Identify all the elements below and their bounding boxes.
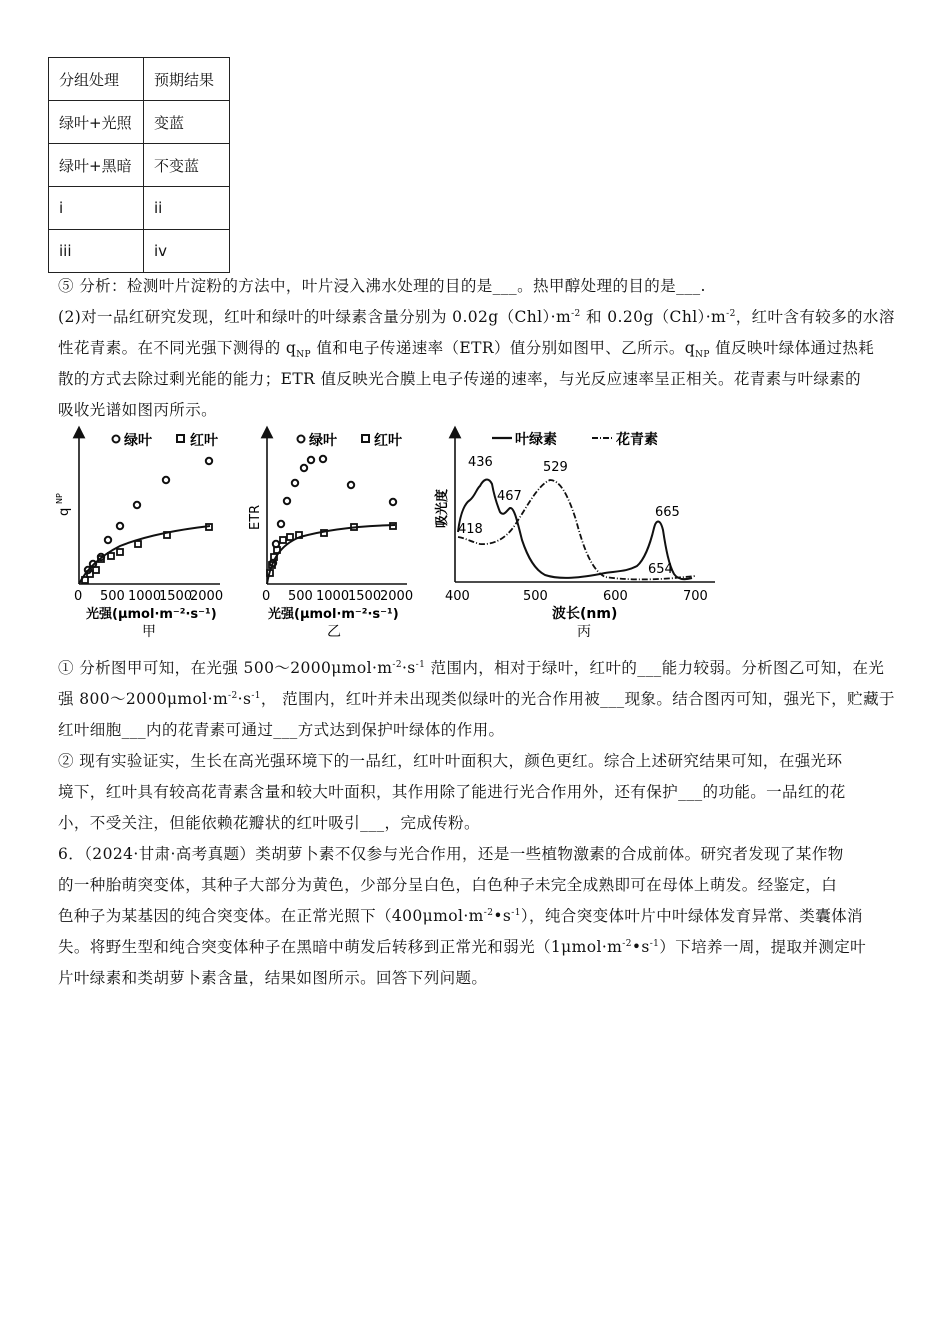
data-point: [105, 537, 111, 543]
caption-jia: 甲: [142, 624, 156, 640]
peak-label: 436: [468, 455, 493, 470]
data-point: [292, 480, 298, 486]
peak-label: 418: [458, 522, 483, 537]
caption-bing: 丙: [577, 624, 591, 640]
peak-label: 654: [648, 562, 673, 577]
data-point: [163, 477, 169, 483]
figure-bing: [434, 431, 715, 640]
text-run: 值和电子传递速率（ETR）值分别如图甲、乙所示。q: [311, 339, 696, 357]
tick-label: 500: [100, 589, 125, 604]
legend-marker-circle: [298, 436, 305, 443]
question-6-line-5: 片叶绿素和类胡萝卜素含量，结果如图所示。回答下列问题。: [58, 969, 488, 987]
text-run: 值反映叶绿体通过热耗: [709, 339, 875, 357]
y-axis-label-sub: NP: [55, 493, 64, 504]
text-run: 范围内，相对于绿叶，红叶的___能力较弱。分析图乙可知，在光: [425, 659, 885, 677]
question-2-line-1: ② 现有实验证实，生长在高光强环境下的一品红，红叶叶面积大，颜色更红。综合上述研究结果可知，在强光环: [58, 752, 843, 770]
table-row: [49, 187, 230, 230]
question-6-line-3: [58, 901, 894, 932]
x-axis-label: 光强(μmol·m⁻²·s⁻¹): [86, 607, 217, 622]
x-axis-label: 波长(nm): [552, 606, 618, 622]
text-run: •s: [493, 907, 512, 925]
tick-label: 0: [74, 589, 83, 604]
data-point: [108, 553, 114, 559]
x-tick-labels: [262, 589, 413, 604]
legend-marker-square: [177, 435, 184, 442]
caption-yi: 乙: [327, 624, 341, 640]
data-point: [280, 537, 286, 543]
data-point: [117, 549, 123, 555]
figure-panels: [55, 420, 720, 648]
superscript: -1: [649, 938, 660, 949]
table-row: [49, 230, 230, 273]
data-point: [134, 502, 140, 508]
table-cell: ii: [144, 187, 230, 230]
text-run: 性花青素。在不同光强下测得的 q: [58, 339, 297, 357]
peak-label: 467: [497, 489, 522, 504]
question-text-block: [58, 271, 894, 426]
table-cell: iii: [49, 230, 144, 273]
data-point: [278, 521, 284, 527]
questions-block: [58, 653, 894, 994]
data-point: [135, 541, 141, 547]
table-header-cell: 分组处理: [49, 58, 144, 101]
question-2-line-2: 境下，红叶具有较高花青素含量和较大叶面积，其作用除了能进行光合作用外，还有保护___的功能。一品红的花: [58, 783, 846, 801]
text-run: 失。将野生型和纯合突变体种子在黑暗中萌发后转移到正常光和弱光（1μmol·m: [58, 938, 623, 956]
legend-green: 绿叶: [124, 433, 152, 449]
tick-label: 1500: [348, 589, 382, 604]
peak-labels: [458, 455, 680, 577]
superscript: -2: [726, 308, 736, 319]
tick-label: 500: [288, 589, 313, 604]
tick-label: 600: [603, 589, 628, 604]
tick-label: 0: [262, 589, 271, 604]
tick-label: 700: [683, 589, 708, 604]
superscript: -2: [228, 690, 238, 701]
question-1-line-2: [58, 684, 894, 715]
text-run: 色种子为某基因的纯合突变体。在正常光照下（400μmol·m: [58, 907, 484, 925]
question-1-line-3: 红叶细胞___内的花青素可通过___方式达到保护叶绿体的作用。: [58, 721, 505, 739]
table-row: [49, 144, 230, 187]
superscript: -1: [251, 690, 261, 701]
table-cell: iv: [144, 230, 230, 273]
data-point: [117, 523, 123, 529]
data-point: [390, 499, 396, 505]
text-run: ），纯合突变体叶片中叶绿体发育异常、类囊体消: [520, 907, 863, 925]
figure-yi: [248, 432, 413, 640]
superscript: -2: [622, 938, 632, 949]
data-point: [206, 458, 212, 464]
y-axis-label: 吸光度: [435, 488, 450, 528]
table-row: [49, 101, 230, 144]
legend-chlorophyll: 叶绿素: [515, 432, 557, 448]
table-cell: 绿叶+黑暗: [49, 144, 144, 187]
legend-red: 红叶: [190, 433, 218, 449]
legend-marker-circle: [113, 436, 120, 443]
superscript: -1: [415, 659, 426, 670]
peak-label: 529: [543, 460, 568, 475]
tick-label: 2000: [380, 589, 414, 604]
legend-anthocyanin: 花青素: [616, 432, 658, 448]
text-run: 强 800～2000μmol·m: [58, 690, 229, 708]
question-6-line-2: 的一种胎萌突变体，其种子大部分为黄色，少部分呈白色，白色种子未完全成熟即可在母体上萌发。经鉴定，白: [58, 876, 838, 894]
tick-label: 1000: [128, 589, 162, 604]
legend-green: 绿叶: [309, 433, 337, 449]
part-2-line-4: 吸收光谱如图丙所示。: [58, 401, 218, 419]
text-run: ① 分析图甲可知，在光强 500～2000μmol·m: [58, 659, 393, 677]
part-2-line-3: 散的方式去除过剩光能的能力；ETR 值反映光合膜上电子传递的速率，与光反应速率呈正相关。花青素与叶绿素的: [58, 370, 862, 388]
figure-jia: [55, 432, 223, 640]
tick-label: 2000: [190, 589, 224, 604]
green-leaf-points: [270, 456, 396, 566]
text-run: ·s: [401, 659, 416, 677]
table-cell: i: [49, 187, 144, 230]
data-point: [348, 482, 354, 488]
question-6-line-4: [58, 932, 894, 963]
table-header-row: [49, 58, 230, 101]
y-axis-label: q: [57, 507, 72, 516]
part-2-line-2: [58, 333, 894, 364]
text-run: ， 范围内，红叶并未出现类似绿叶的光合作用被___现象。结合图丙可知，强光下，贮藏于: [260, 690, 895, 708]
text-run: 和 0.20g（Chl）·m: [580, 308, 727, 326]
question-5-line: ⑤ 分析：检测叶片淀粉的方法中，叶片浸入沸水处理的目的是___。热甲醇处理的目的是___.: [58, 277, 706, 295]
peak-label: 665: [655, 505, 680, 520]
treatment-table: [48, 57, 230, 273]
text-run: •s: [631, 938, 650, 956]
text-run: (2)对一品红研究发现，红叶和绿叶的叶绿素含量分别为 0.02g（Chl）·m: [58, 308, 572, 326]
data-point: [287, 534, 293, 540]
data-point: [308, 457, 314, 463]
y-axis-label: ETR: [248, 504, 263, 530]
data-point: [284, 498, 290, 504]
table-cell: 变蓝: [144, 101, 230, 144]
superscript: -2: [392, 659, 402, 670]
x-axis-label: 光强(μmol·m⁻²·s⁻¹): [268, 607, 399, 622]
question-1-line-1: [58, 653, 894, 684]
text-run: ，红叶含有较多的水溶: [735, 308, 895, 326]
data-point: [320, 456, 326, 462]
x-tick-labels: [445, 589, 708, 604]
x-tick-labels: [74, 589, 223, 604]
tick-label: 500: [523, 589, 548, 604]
tick-label: 1500: [159, 589, 193, 604]
subscript: NP: [695, 350, 710, 361]
superscript: -1: [511, 907, 521, 918]
table-header-cell: 预期结果: [144, 58, 230, 101]
superscript: -2: [483, 907, 494, 918]
table-cell: 不变蓝: [144, 144, 230, 187]
tick-label: 1000: [316, 589, 350, 604]
question-6-line-1: 6．（2024·甘肃·高考真题）类胡萝卜素不仅参与光合作用，还是一些植物激素的合成前体。研究者发现了某作物: [58, 845, 844, 863]
part-2-line-1: [58, 302, 894, 333]
data-point: [301, 465, 307, 471]
tick-label: 400: [445, 589, 470, 604]
text-run: ）下培养一周，提取并测定叶: [659, 938, 867, 956]
table-cell: 绿叶+光照: [49, 101, 144, 144]
legend-red: 红叶: [374, 433, 402, 449]
text-run: ·s: [237, 690, 252, 708]
question-2-line-3: 小，不受关注，但能依赖花瓣状的红叶吸引___，完成传粉。: [58, 814, 480, 832]
subscript: NP: [296, 350, 311, 361]
legend-marker-square: [362, 435, 369, 442]
superscript: -2: [571, 308, 581, 319]
